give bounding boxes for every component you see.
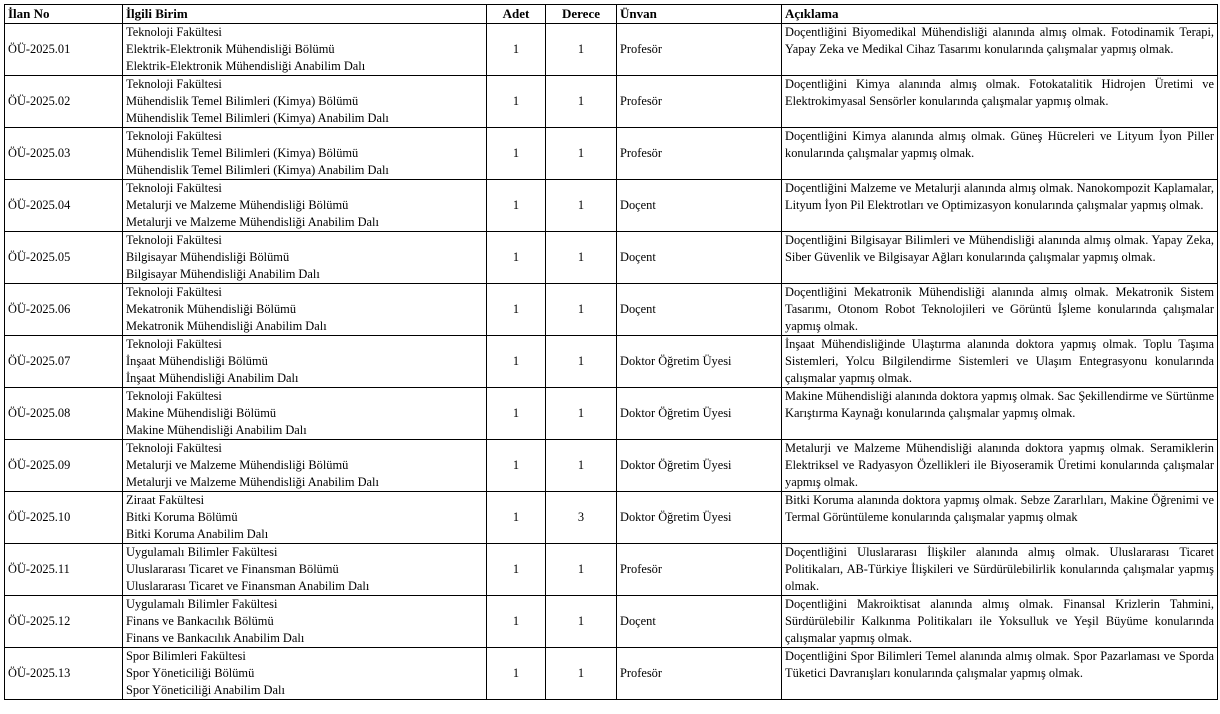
table-row bbox=[5, 544, 1218, 596]
bolum-text: Metalurji ve Malzeme Mühendisliği Bölümü bbox=[126, 198, 349, 212]
adet-cell: 1 bbox=[487, 388, 546, 440]
aciklama-cell: Doçentliğini Uluslararası İlişkiler alanında almış olmak. Uluslararası Ticaret Politikaları, AB-Türkiye İlişkileri ve Sürdürülebilirlik konularında çalışmalar yapmış olmak. bbox=[782, 544, 1218, 596]
ilan-no-cell: ÖÜ-2025.04 bbox=[5, 180, 123, 232]
ilan-no-cell: ÖÜ-2025.03 bbox=[5, 128, 123, 180]
bolum-text: Metalurji ve Malzeme Mühendisliği Bölümü bbox=[126, 458, 349, 472]
bolum-text: Mühendislik Temel Bilimleri (Kimya) Bölümü bbox=[126, 94, 359, 108]
adet-cell: 1 bbox=[487, 284, 546, 336]
job-postings-table bbox=[4, 4, 1218, 700]
fakulte-text: Uygulamalı Bilimler Fakültesi bbox=[126, 545, 278, 559]
adet-cell: 1 bbox=[487, 128, 546, 180]
table-row bbox=[5, 232, 1218, 284]
ilan-no-cell: ÖÜ-2025.12 bbox=[5, 596, 123, 648]
unvan-cell: Doktor Öğretim Üyesi bbox=[617, 388, 782, 440]
unvan-cell: Doçent bbox=[617, 596, 782, 648]
derece-cell: 1 bbox=[546, 596, 617, 648]
aciklama-cell: Doçentliğini Malzeme ve Metalurji alanında almış olmak. Nanokompozit Kaplamalar, Lityum İyon Pil Elektrotları ve Optimizasyon konularında çalışmalar yapmış olmak. bbox=[782, 180, 1218, 232]
aciklama-cell: İnşaat Mühendisliğinde Ulaştırma alanında doktora yapmış olmak. Toplu Taşıma Sistemleri, Yolcu Bilgilendirme Sistemleri ve Ulaşım Entegrasyonu konularında çalışmalar yapmış olmak. bbox=[782, 336, 1218, 388]
table-row bbox=[5, 596, 1218, 648]
ilan-no-cell: ÖÜ-2025.08 bbox=[5, 388, 123, 440]
anabilim-text: Mühendislik Temel Bilimleri (Kimya) Anabilim Dalı bbox=[126, 111, 389, 125]
table-row bbox=[5, 24, 1218, 76]
birim-cell bbox=[123, 180, 487, 232]
bolum-text: Mühendislik Temel Bilimleri (Kimya) Bölümü bbox=[126, 146, 359, 160]
ilan-no-cell: ÖÜ-2025.06 bbox=[5, 284, 123, 336]
adet-cell: 1 bbox=[487, 440, 546, 492]
table-row bbox=[5, 284, 1218, 336]
anabilim-text: Elektrik-Elektronik Mühendisliği Anabilim Dalı bbox=[126, 59, 366, 73]
aciklama-cell: Doçentliğini Mekatronik Mühendisliği alanında almış olmak. Mekatronik Sistem Tasarımı, Otonom Robot Teknolojileri ve Görüntü İşleme konularında çalışmalar yapmış olmak. bbox=[782, 284, 1218, 336]
derece-cell: 1 bbox=[546, 336, 617, 388]
table-row bbox=[5, 440, 1218, 492]
anabilim-text: Bilgisayar Mühendisliği Anabilim Dalı bbox=[126, 267, 320, 281]
header-ilan-no: İlan No bbox=[5, 5, 123, 24]
derece-cell: 1 bbox=[546, 388, 617, 440]
anabilim-text: İnşaat Mühendisliği Anabilim Dalı bbox=[126, 371, 299, 385]
anabilim-text: Spor Yöneticiliği Anabilim Dalı bbox=[126, 683, 285, 697]
fakulte-text: Teknoloji Fakültesi bbox=[126, 233, 222, 247]
fakulte-text: Teknoloji Fakültesi bbox=[126, 441, 222, 455]
derece-cell: 1 bbox=[546, 284, 617, 336]
adet-cell: 1 bbox=[487, 492, 546, 544]
aciklama-cell: Doçentliğini Biyomedikal Mühendisliği alanında almış olmak. Fotodinamik Terapi, Yapay Zeka ve Medikal Cihaz Tasarımı konularında çalışmalar yapmış olmak. bbox=[782, 24, 1218, 76]
derece-cell: 1 bbox=[546, 648, 617, 700]
anabilim-text: Uluslararası Ticaret ve Finansman Anabilim Dalı bbox=[126, 579, 370, 593]
table-body bbox=[5, 24, 1218, 700]
ilan-no-cell: ÖÜ-2025.10 bbox=[5, 492, 123, 544]
ilan-no-cell: ÖÜ-2025.11 bbox=[5, 544, 123, 596]
anabilim-text: Makine Mühendisliği Anabilim Dalı bbox=[126, 423, 307, 437]
birim-cell bbox=[123, 232, 487, 284]
ilan-no-cell: ÖÜ-2025.05 bbox=[5, 232, 123, 284]
birim-cell bbox=[123, 76, 487, 128]
adet-cell: 1 bbox=[487, 232, 546, 284]
birim-cell bbox=[123, 544, 487, 596]
adet-cell: 1 bbox=[487, 180, 546, 232]
fakulte-text: Teknoloji Fakültesi bbox=[126, 129, 222, 143]
aciklama-cell: Doçentliğini Kimya alanında almış olmak. Fotokatalitik Hidrojen Üretimi ve Elektrokimyasal Sensörler konularında çalışmalar yapmış olmak. bbox=[782, 76, 1218, 128]
bolum-text: Uluslararası Ticaret ve Finansman Bölümü bbox=[126, 562, 339, 576]
ilan-no-cell: ÖÜ-2025.01 bbox=[5, 24, 123, 76]
aciklama-cell: Doçentliğini Spor Bilimleri Temel alanında almış olmak. Spor Pazarlaması ve Sporda Tüketici Davranışları konularında çalışmalar yapmış olmak. bbox=[782, 648, 1218, 700]
unvan-cell: Profesör bbox=[617, 648, 782, 700]
birim-cell bbox=[123, 336, 487, 388]
birim-cell bbox=[123, 596, 487, 648]
aciklama-cell: Metalurji ve Malzeme Mühendisliği alanında doktora yapmış olmak. Seramiklerin Elektriksel ve Radyasyon Özellikleri ile Biyoseramik Üretimi konularında çalışmalar yapmış olmak. bbox=[782, 440, 1218, 492]
header-derece: Derece bbox=[546, 5, 617, 24]
anabilim-text: Metalurji ve Malzeme Mühendisliği Anabilim Dalı bbox=[126, 475, 379, 489]
aciklama-cell: Makine Mühendisliği alanında doktora yapmış olmak. Sac Şekillendirme ve Sürtünme Karıştırma Kaynağı konularında çalışmalar yapmış olmak. bbox=[782, 388, 1218, 440]
fakulte-text: Teknoloji Fakültesi bbox=[126, 389, 222, 403]
unvan-cell: Doktor Öğretim Üyesi bbox=[617, 492, 782, 544]
fakulte-text: Teknoloji Fakültesi bbox=[126, 337, 222, 351]
derece-cell: 1 bbox=[546, 440, 617, 492]
adet-cell: 1 bbox=[487, 596, 546, 648]
header-unvan: Ünvan bbox=[617, 5, 782, 24]
bolum-text: Makine Mühendisliği Bölümü bbox=[126, 406, 277, 420]
unvan-cell: Profesör bbox=[617, 76, 782, 128]
ilan-no-cell: ÖÜ-2025.13 bbox=[5, 648, 123, 700]
anabilim-text: Metalurji ve Malzeme Mühendisliği Anabilim Dalı bbox=[126, 215, 379, 229]
fakulte-text: Uygulamalı Bilimler Fakültesi bbox=[126, 597, 278, 611]
header-adet: Adet bbox=[487, 5, 546, 24]
ilan-no-cell: ÖÜ-2025.07 bbox=[5, 336, 123, 388]
table-header-row bbox=[5, 5, 1218, 24]
fakulte-text: Spor Bilimleri Fakültesi bbox=[126, 649, 246, 663]
anabilim-text: Bitki Koruma Anabilim Dalı bbox=[126, 527, 269, 541]
adet-cell: 1 bbox=[487, 648, 546, 700]
unvan-cell: Doçent bbox=[617, 180, 782, 232]
bolum-text: Elektrik-Elektronik Mühendisliği Bölümü bbox=[126, 42, 335, 56]
birim-cell bbox=[123, 492, 487, 544]
birim-cell bbox=[123, 648, 487, 700]
unvan-cell: Doçent bbox=[617, 232, 782, 284]
derece-cell: 1 bbox=[546, 180, 617, 232]
fakulte-text: Teknoloji Fakültesi bbox=[126, 285, 222, 299]
unvan-cell: Doktor Öğretim Üyesi bbox=[617, 336, 782, 388]
unvan-cell: Profesör bbox=[617, 544, 782, 596]
birim-cell bbox=[123, 284, 487, 336]
table-row bbox=[5, 128, 1218, 180]
derece-cell: 3 bbox=[546, 492, 617, 544]
bolum-text: İnşaat Mühendisliği Bölümü bbox=[126, 354, 268, 368]
fakulte-text: Teknoloji Fakültesi bbox=[126, 25, 222, 39]
fakulte-text: Ziraat Fakültesi bbox=[126, 493, 205, 507]
fakulte-text: Teknoloji Fakültesi bbox=[126, 77, 222, 91]
anabilim-text: Mühendislik Temel Bilimleri (Kimya) Anabilim Dalı bbox=[126, 163, 389, 177]
adet-cell: 1 bbox=[487, 24, 546, 76]
bolum-text: Bitki Koruma Bölümü bbox=[126, 510, 238, 524]
unvan-cell: Profesör bbox=[617, 128, 782, 180]
adet-cell: 1 bbox=[487, 76, 546, 128]
bolum-text: Bilgisayar Mühendisliği Bölümü bbox=[126, 250, 290, 264]
aciklama-cell: Doçentliğini Kimya alanında almış olmak. Güneş Hücreleri ve Lityum İyon Piller konularında çalışmalar yapmış olmak. bbox=[782, 128, 1218, 180]
anabilim-text: Finans ve Bankacılık Anabilim Dalı bbox=[126, 631, 305, 645]
bolum-text: Spor Yöneticiliği Bölümü bbox=[126, 666, 255, 680]
unvan-cell: Doçent bbox=[617, 284, 782, 336]
aciklama-cell: Doçentliğini Bilgisayar Bilimleri ve Mühendisliği alanında almış olmak. Yapay Zeka, Siber Güvenlik ve Bilgisayar Ağları konularında çalışmalar yapmış olmak. bbox=[782, 232, 1218, 284]
ilan-no-cell: ÖÜ-2025.09 bbox=[5, 440, 123, 492]
derece-cell: 1 bbox=[546, 232, 617, 284]
derece-cell: 1 bbox=[546, 24, 617, 76]
header-birim: İlgili Birim bbox=[123, 5, 487, 24]
table-row bbox=[5, 388, 1218, 440]
bolum-text: Finans ve Bankacılık Bölümü bbox=[126, 614, 274, 628]
derece-cell: 1 bbox=[546, 544, 617, 596]
adet-cell: 1 bbox=[487, 336, 546, 388]
bolum-text: Mekatronik Mühendisliği Bölümü bbox=[126, 302, 297, 316]
table-row bbox=[5, 76, 1218, 128]
derece-cell: 1 bbox=[546, 76, 617, 128]
aciklama-cell: Doçentliğini Makroiktisat alanında almış olmak. Finansal Krizlerin Tahmini, Sürdürülebilir Kalkınma Politikaları ile Yoksulluk ve Yeşil Büyüme konularında çalışmalar yapmış olmak. bbox=[782, 596, 1218, 648]
birim-cell bbox=[123, 24, 487, 76]
anabilim-text: Mekatronik Mühendisliği Anabilim Dalı bbox=[126, 319, 327, 333]
ilan-no-cell: ÖÜ-2025.02 bbox=[5, 76, 123, 128]
table-row bbox=[5, 180, 1218, 232]
adet-cell: 1 bbox=[487, 544, 546, 596]
derece-cell: 1 bbox=[546, 128, 617, 180]
fakulte-text: Teknoloji Fakültesi bbox=[126, 181, 222, 195]
unvan-cell: Profesör bbox=[617, 24, 782, 76]
birim-cell bbox=[123, 128, 487, 180]
birim-cell bbox=[123, 440, 487, 492]
table-row bbox=[5, 336, 1218, 388]
table-row bbox=[5, 648, 1218, 700]
unvan-cell: Doktor Öğretim Üyesi bbox=[617, 440, 782, 492]
birim-cell bbox=[123, 388, 487, 440]
table-row bbox=[5, 492, 1218, 544]
aciklama-cell: Bitki Koruma alanında doktora yapmış olmak. Sebze Zararlıları, Makine Öğrenimi ve Termal Görüntüleme konularında çalışmalar yapmış olmak bbox=[782, 492, 1218, 544]
header-aciklama: Açıklama bbox=[782, 5, 1218, 24]
